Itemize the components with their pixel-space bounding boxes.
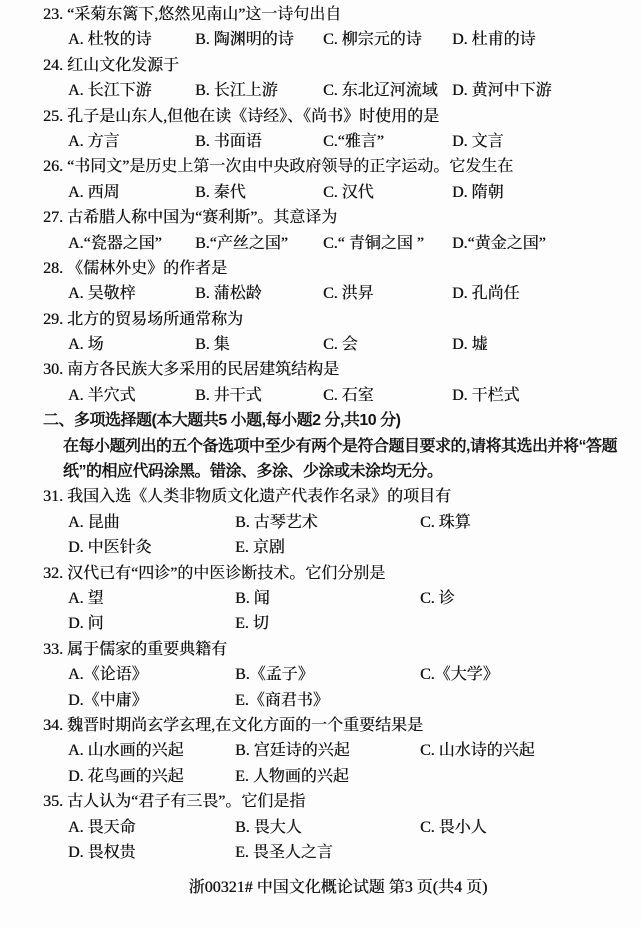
option-a: A. 望 [68,589,104,607]
question-stem-row [43,307,633,332]
options-row [43,510,633,535]
question-number: 23. [43,6,63,23]
option-a: A. 吴敬梓 [68,285,136,303]
option-b: B. 畏大人 [235,818,302,836]
option-a: A. 畏天命 [68,818,136,836]
option-d: D. 畏权贵 [68,843,136,861]
option-a: A. 方言 [68,132,120,150]
options-row [43,27,633,52]
section-heading: 二、多项选择题(本大题共5 小题,每小题2 分,共10 分) [43,412,401,430]
options-row [43,738,633,763]
question-number: 31. [43,488,63,506]
option-d: D. 问 [68,615,104,633]
question-32 [43,561,633,637]
option-b: B. 闻 [235,589,270,607]
option-b: B. 宫廷诗的兴起 [235,742,350,760]
options-row [43,332,633,357]
question-stem-row [43,104,633,129]
question-stem: “采菊东篱下,悠然见南山”这一诗句出自 [67,6,342,23]
question-stem: 孔子是山东人,但他在读《诗经》、《尚书》时使用的是 [67,107,440,125]
question-number: 30. [43,361,63,379]
question-23 [43,2,633,53]
option-b: B. 蒲松龄 [195,285,262,303]
question-number: 25. [43,107,63,125]
options-row [43,611,633,636]
option-d: D. 墟 [452,336,488,354]
question-stem: 汉代已有“四诊”的中医诊断技术。它们分别是 [67,564,386,582]
options-row [43,78,633,103]
option-a: A. 山水画的兴起 [68,742,184,760]
question-number: 28. [43,259,63,277]
question-number: 32. [43,564,63,582]
option-c: C. 柳宗元的诗 [323,31,422,49]
option-d: D. 干栏式 [452,386,520,404]
option-b: B. 长江上游 [195,82,278,100]
question-31 [43,484,633,560]
option-d: D. 中医针灸 [68,539,152,557]
question-29 [43,307,633,358]
option-a: A. 长江下游 [68,82,152,100]
option-a: A. 场 [68,336,104,354]
options-row [43,383,633,408]
question-stem-row [43,713,633,738]
option-d: D. 花鸟画的兴起 [68,767,184,785]
option-c: C. 汉代 [323,183,374,201]
question-number: 27. [43,209,63,227]
question-stem-row [43,637,633,662]
option-a: A. 杜牧的诗 [68,31,152,49]
option-d: D. 文言 [452,132,504,150]
option-e: E.《商君书》 [235,691,329,709]
options-row [43,586,633,611]
question-stem-row [43,561,633,586]
option-c: C. 诊 [420,589,455,607]
question-24 [43,53,633,104]
options-row [43,840,633,865]
option-c: C. 珠算 [420,513,471,531]
option-a: A. 半穴式 [68,386,136,404]
option-a: A.“瓷器之国” [68,234,162,252]
question-stem: 《儒林外史》的作者是 [67,259,228,277]
option-c: C. 山水诗的兴起 [420,742,535,760]
question-stem-row [43,2,633,27]
option-b: B. 井干式 [195,386,262,404]
question-stem-row [43,357,633,382]
options-row [43,662,633,687]
option-a: A. 昆曲 [68,513,120,531]
question-28 [43,256,633,307]
question-30 [43,357,633,408]
option-c: C. 畏小人 [420,818,487,836]
question-stem-row [43,154,633,179]
question-stem: “书同文”是历史上第一次由中央政府领导的正字运动。它发生在 [67,158,514,176]
option-c: C. 石室 [323,386,374,404]
option-b: B. 古琴艺术 [235,513,318,531]
option-c: C.《大学》 [420,666,499,684]
question-stem-row [43,205,633,230]
option-e: E. 切 [235,615,269,633]
question-stem: 红山文化发源于 [67,56,180,74]
options-row [43,231,633,256]
question-stem-row [43,53,633,78]
option-e: E. 京剧 [235,539,285,557]
question-33 [43,637,633,713]
options-row [43,688,633,713]
option-b: B. 书面语 [195,132,262,150]
option-d: D.《中庸》 [68,691,148,709]
option-c: C. 会 [323,336,358,354]
section-instructions-line-2: 纸”的相应代码涂黑。错涂、多涂、少涂或未涂均无分。 [63,463,443,481]
options-row [43,281,633,306]
option-c: C.“雅言” [323,132,384,150]
question-34 [43,713,633,789]
question-number: 26. [43,158,63,176]
option-c: C.“ 青铜之国 ” [323,234,424,252]
section-instructions-line-1: 在每小题列出的五个备选项中至少有两个是符合题目要求的,请将其选出并将“答题 [63,437,617,455]
option-a: A. 西周 [68,183,120,201]
question-stem: 北方的贸易场所通常称为 [67,310,244,328]
question-stem: 南方各民族大多采用的民居建筑结构是 [67,361,340,379]
option-a: A.《论语》 [68,666,148,684]
question-stem-row [43,256,633,281]
question-35 [43,789,633,865]
option-b: B. 集 [195,336,230,354]
question-number: 34. [43,716,63,734]
options-row [43,129,633,154]
option-b: B.“产丝之国” [195,234,288,252]
question-26 [43,154,633,205]
question-stem: 魏晋时期尚玄学玄理,在文化方面的一个重要结果是 [67,716,424,734]
options-row [43,815,633,840]
option-e: E. 人物画的兴起 [235,767,349,785]
question-stem: 古希腊人称中国为“赛利斯”。其意译为 [67,209,338,227]
question-stem: 我国入选《人类非物质文化遗产代表作名录》的项目有 [67,488,452,506]
question-stem: 属于儒家的重要典籍有 [67,640,228,658]
question-number: 24. [43,56,63,74]
options-row [43,764,633,789]
option-b: B. 陶渊明的诗 [195,31,294,49]
question-number: 33. [43,640,63,658]
option-c: C. 洪昇 [323,285,374,303]
question-number: 35. [43,793,63,811]
question-number: 29. [43,310,63,328]
question-25 [43,104,633,155]
option-c: C. 东北辽河流域 [323,82,438,100]
option-b: B.《孟子》 [235,666,314,684]
options-row [43,180,633,205]
option-d: D. 隋朝 [452,183,504,201]
question-stem: 古人认为“君子有三畏”。它们是指 [67,793,306,811]
option-b: B. 秦代 [195,183,246,201]
option-d: D. 孔尚任 [452,285,520,303]
option-d: D.“黄金之国” [452,234,546,252]
option-e: E. 畏圣人之言 [235,843,333,861]
question-stem-row [43,484,633,509]
question-stem-row [43,789,633,814]
question-27 [43,205,633,256]
option-d: D. 杜甫的诗 [452,31,536,49]
option-d: D. 黄河中下游 [452,82,552,100]
page-footer: 浙00321# 中国文化概论试题 第3 页(共4 页) [188,879,488,897]
options-row [43,535,633,560]
